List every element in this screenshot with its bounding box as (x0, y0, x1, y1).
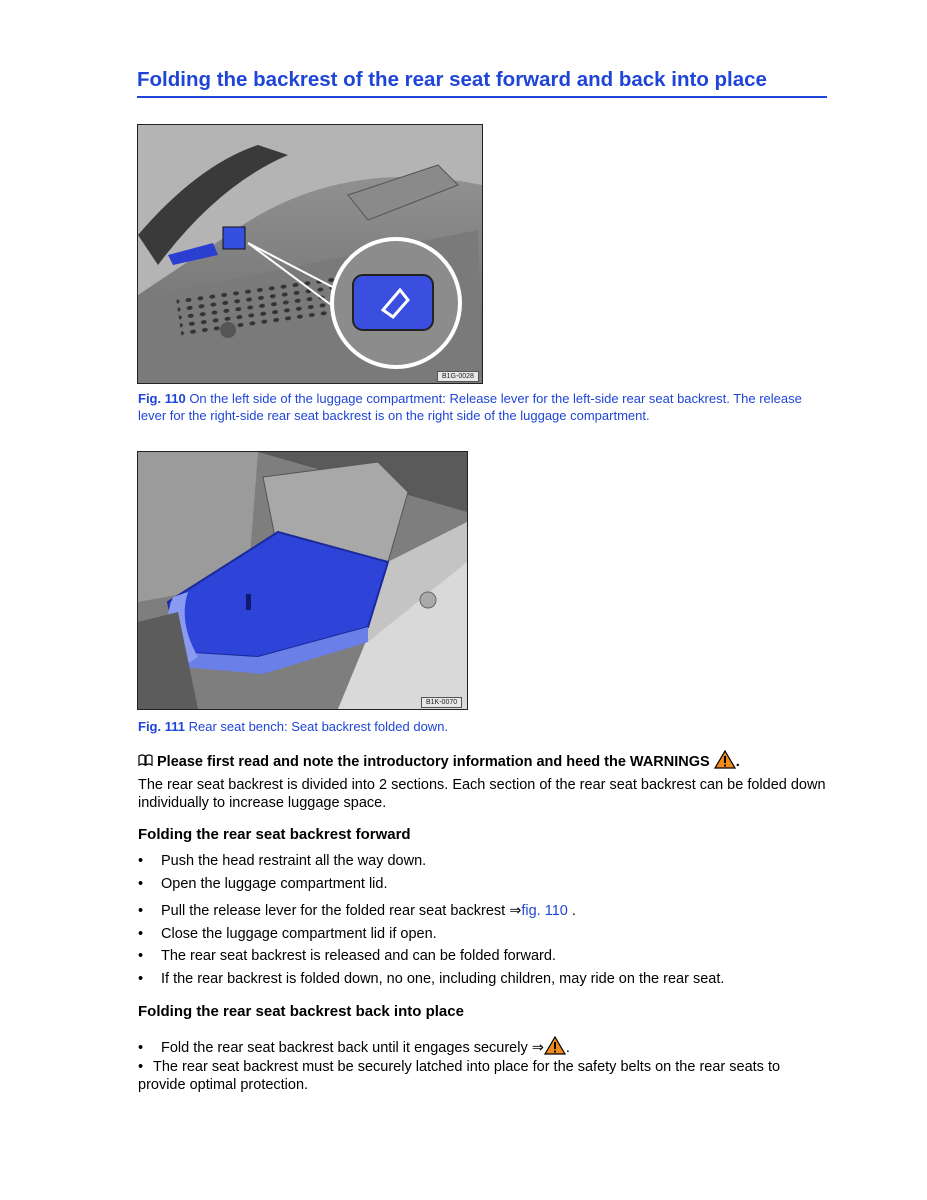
section-heading-fold-back: Folding the rear seat backrest back into place (138, 1003, 464, 1020)
book-icon (138, 754, 153, 772)
list-item-end: . (565, 1040, 570, 1056)
list-item-text: Fold the rear seat backrest back until it engages securely (161, 1040, 528, 1056)
figure-110-caption-text: On the left side of the luggage compartment: Release lever for the left-side rear seat backrest. The release lever for the right-side rear seat backrest is on the right side of the luggage compartment. (138, 391, 802, 423)
list-item-text: Pull the release lever for the folded rear seat backrest (161, 903, 506, 919)
figure-110-caption (138, 391, 828, 424)
figure-111-caption-text: Rear seat bench: Seat backrest folded down. (184, 719, 449, 734)
list-item: • Push the head restraint all the way down. (138, 853, 427, 869)
section-heading-fold-forward: Folding the rear seat backrest forward (138, 826, 411, 843)
arrow-symbol: ⇒ (509, 903, 522, 919)
list-item-text: Close the luggage compartment lid if open. (161, 926, 437, 942)
list-item: • If the rear backrest is folded down, no one, including children, may ride on the rear seat. (138, 971, 725, 987)
figure-111-code: B1K-0070 (421, 697, 462, 708)
figure-111-caption (138, 719, 828, 736)
figure-110-label: Fig. 110 (138, 391, 186, 406)
list-item-text: The rear seat backrest is released and can be folded forward. (161, 948, 556, 964)
read-note-text: Please first read and note the introductory information and heed the WARNINGS (157, 754, 710, 770)
intro-paragraph: The rear seat backrest is divided into 2 sections. Each section of the rear seat backrest can be folded down individually to increase luggage space. (138, 777, 826, 811)
list-item: • Pull the release lever for the folded rear seat backrest ⇒fig. 110 . (138, 903, 576, 919)
list-item: • The rear seat backrest must be securely latched into place for the safety belts on the rear seats to provide optimal protection. (138, 1059, 781, 1093)
read-note-end: . (735, 754, 740, 770)
warning-triangle-icon[interactable] (544, 1036, 566, 1061)
list-item: • Fold the rear seat backrest back until it engages securely ⇒ . (138, 1036, 828, 1061)
list-item-text: If the rear backrest is folded down, no one, including children, may ride on the rear seat. (161, 971, 725, 987)
warning-triangle-icon (714, 750, 736, 775)
list-item-text: Push the head restraint all the way down. (161, 853, 427, 869)
figure-111-image (137, 451, 468, 710)
list-item: • Open the luggage compartment lid. (138, 876, 388, 892)
list-item: • The rear seat backrest is released and can be folded forward. (138, 948, 556, 964)
figure-110-image (137, 124, 483, 384)
read-note (138, 750, 828, 775)
list-item-text: The rear seat backrest must be securely latched into place for the safety belts on the rear seats to provide optimal protection. (138, 1059, 781, 1093)
list-item: • Close the luggage compartment lid if open. (138, 926, 437, 942)
figure-111-label: Fig. 111 (138, 719, 185, 734)
list-item-text: Open the luggage compartment lid. (161, 876, 388, 892)
fig-110-link[interactable]: fig. 110 (521, 903, 568, 919)
arrow-symbol: ⇒ (531, 1040, 544, 1056)
list-item-end: . (567, 903, 576, 919)
page-title: Folding the backrest of the rear seat forward and back into place (137, 66, 827, 98)
figure-110-code: B1G-0028 (437, 371, 479, 382)
